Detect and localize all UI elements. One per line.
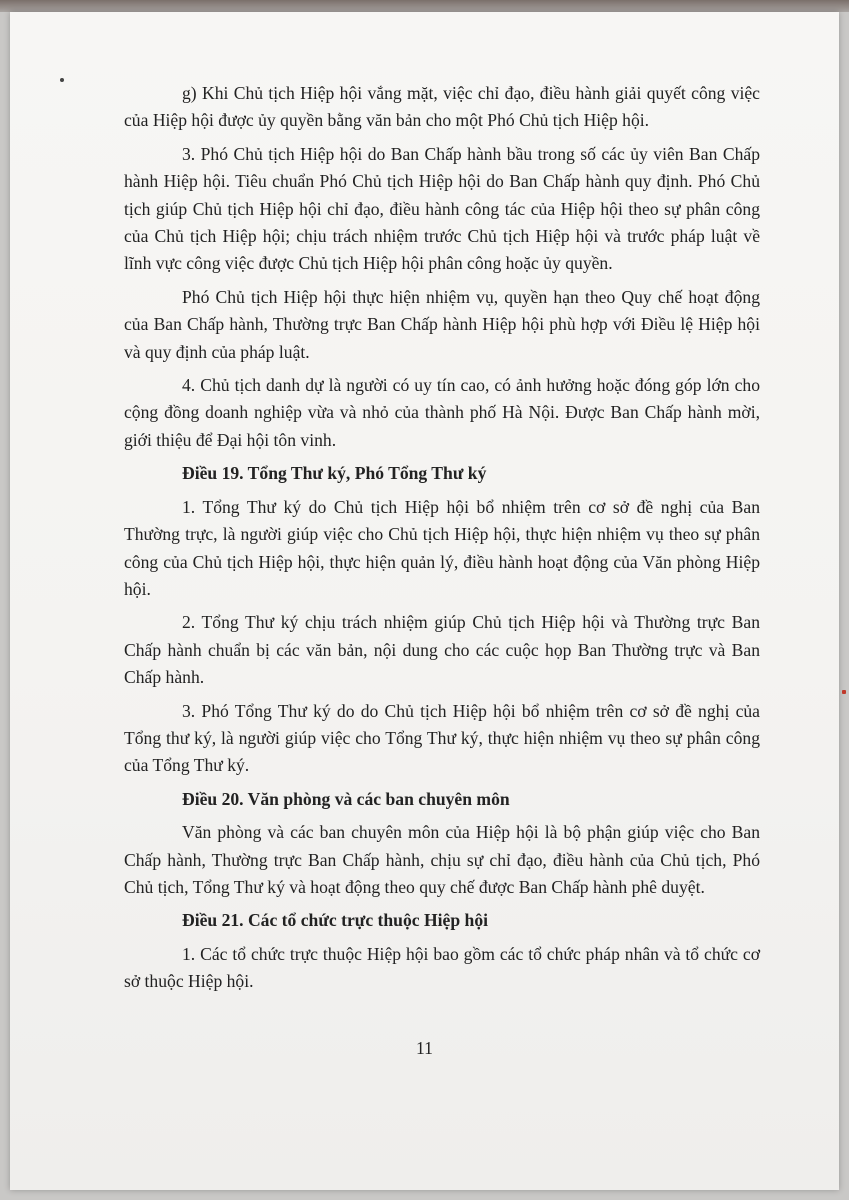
paragraph-honorary-chairman: 4. Chủ tịch danh dự là người có uy tín cao, có ảnh hưởng hoặc đóng góp lớn cho cộng đồng doanh nghiệp vừa và nhỏ của thành phố Hà Nội. Được Ban Chấp hành mời, giới thiệu để Đại hội tôn vinh.: [124, 375, 760, 450]
paragraph-vice-chairman: 3. Phó Chủ tịch Hiệp hội do Ban Chấp hành bầu trong số các ủy viên Ban Chấp hành Hiệp hội. Tiêu chuẩn Phó Chủ tịch Hiệp hội do Ban Chấp hành quy định. Phó Chủ tịch giúp Chủ tịch Hiệp hội chỉ đạo, điều hành công tác của Hiệp hội theo sự phân công của Chủ tịch Hiệp hội; chịu trách nhiệm trước Chủ tịch Hiệp hội và trước pháp luật về lĩnh vực công việc được Chủ tịch Hiệp hội phân công hoặc ủy quyền.: [124, 143, 760, 274]
paragraph-deputy-secretary: 3. Phó Tổng Thư ký do do Chủ tịch Hiệp hội bổ nhiệm trên cơ sở đề nghị của Tổng thư ký, là người giúp việc cho Tổng Thư ký, thực hiện nhiệm vụ theo sự phân công của Tổng Thư ký.: [124, 700, 760, 776]
page-top-edge: [0, 0, 849, 12]
paragraph-secretary-general-duties: 2. Tổng Thư ký chịu trách nhiệm giúp Chủ tịch Hiệp hội và Thường trực Ban Chấp hành chuẩn bị các văn bản, nội dung cho các cuộc họp Ban Thường trực và Ban Chấp hành.: [124, 612, 760, 688]
paragraph-vice-chairman-duties: Phó Chủ tịch Hiệp hội thực hiện nhiệm vụ, quyền hạn theo Quy chế hoạt động của Ban Chấp hành, Thường trực Ban Chấp hành Hiệp hội phù hợp với Điều lệ Hiệp hội và quy định của pháp luật.: [124, 286, 760, 362]
paragraph-secretary-general: 1. Tổng Thư ký do Chủ tịch Hiệp hội bổ nhiệm trên cơ sở đề nghị của Ban Thường trực, là người giúp việc cho Chủ tịch Hiệp hội, thực hiện nhiệm vụ theo sự phân công của Chủ tịch Hiệp hội, thực hiện quản lý, điều hành hoạt động của Văn phòng Hiệp hội.: [124, 496, 760, 599]
document-body: [124, 80, 760, 1002]
margin-mark: [842, 690, 846, 694]
article-20-heading: Điều 20. Văn phòng và các ban chuyên môn: [182, 788, 510, 809]
page-number: 11: [416, 1038, 433, 1058]
paragraph-g-delegation: g) Khi Chủ tịch Hiệp hội vắng mặt, việc chỉ đạo, điều hành giải quyết công việc của Hiệp hội được ủy quyền bằng văn bản cho một Phó Chủ tịch Hiệp hội.: [124, 83, 760, 131]
dust-speck: [60, 78, 64, 82]
article-19-heading: Điều 19. Tổng Thư ký, Phó Tổng Thư ký: [182, 463, 487, 484]
paragraph-affiliated-orgs: 1. Các tổ chức trực thuộc Hiệp hội bao gồm các tổ chức pháp nhân và tổ chức cơ sở thuộc Hiệp hội.: [124, 943, 760, 992]
paragraph-office-departments: Văn phòng và các ban chuyên môn của Hiệp hội là bộ phận giúp việc cho Ban Chấp hành, Thường trực Ban Chấp hành, chịu sự chỉ đạo, điều hành của Chủ tịch, Phó Chủ tịch, Tổng Thư ký và hoạt động theo quy chế được Ban Chấp hành phê duyệt.: [124, 822, 760, 897]
article-21-heading: Điều 21. Các tổ chức trực thuộc Hiệp hội: [182, 910, 489, 931]
